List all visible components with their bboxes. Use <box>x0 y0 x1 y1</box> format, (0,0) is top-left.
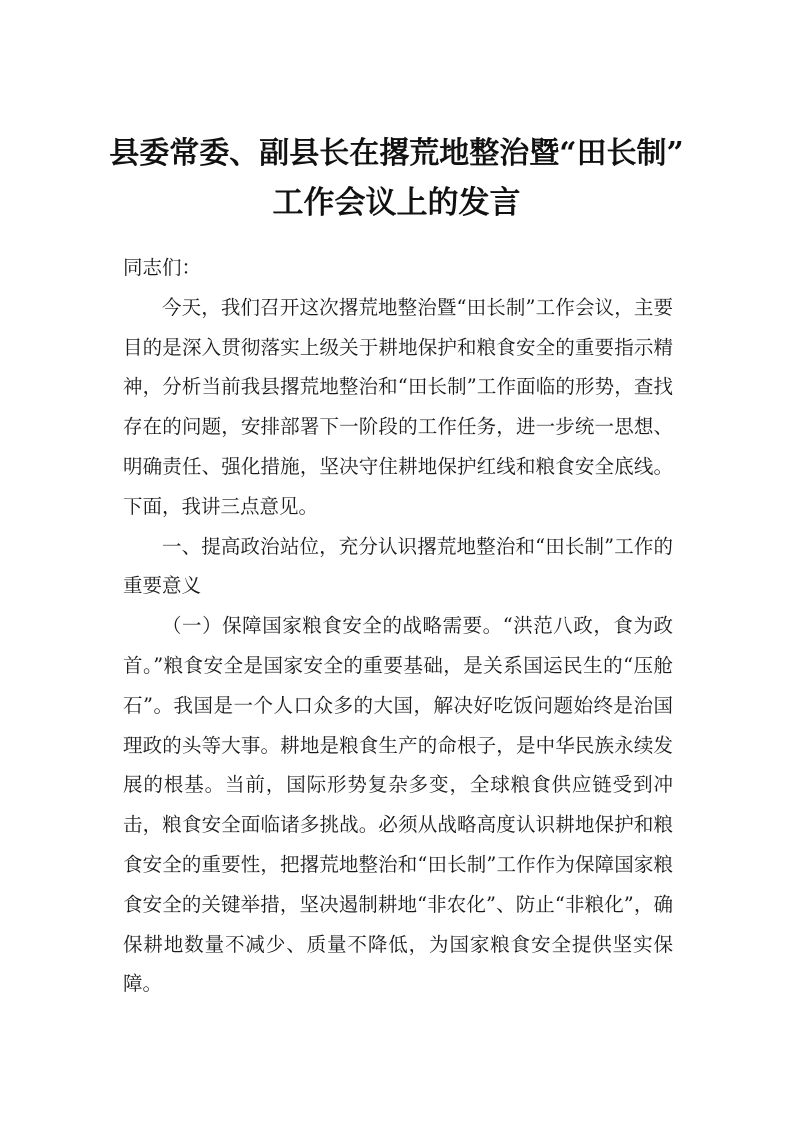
paragraph-intro: 今天，我们召开这次撂荒地整治暨“田长制”工作会议，主要目的是深入贯彻落实上级关于耕地保护和粮食安全的重要指示精神，分析当前我县撂荒地整治和“田长制”工作面临的形势，查找存在的问题，安排部署下一阶段的工作任务，进一步统一思想、明确责任、强化措施，坚决守住耕地保护红线和粮食安全底线。下面，我讲三点意见。 <box>123 295 673 518</box>
document-body <box>123 248 673 1004</box>
document-title-line-2: 工作会议上的发言 <box>272 185 521 221</box>
section-heading-1: 一、提高政治站位，充分认识撂荒地整治和“田长制”工作的重要意义 <box>123 534 673 598</box>
document-title-line-1: 县委常委、副县长在撂荒地整治暨“田长制” <box>109 136 684 171</box>
salutation: 同志们： <box>123 256 202 279</box>
paragraph-subsection-1: （一）保障国家粮食安全的战略需要。“洪范八政，食为政首。”粮食安全是国家安全的重要基础，是关系国运民生的“压舱石”。我国是一个人口众多的大国，解决好吃饭问题始终是治国理政的头等大事。耕地是粮食生产的命根子，是中华民族永续发展的根基。当前，国际形势复杂多变，全球粮食供应链受到冲击，粮食安全面临诸多挑战。必须从战略高度认识耕地保护和粮食安全的重要性，把撂荒地整治和“田长制”工作作为保障国家粮食安全的关键举措，坚决遏制耕地“非农化”、防止“非粮化”，确保耕地数量不减少、质量不降低，为国家粮食安全提供坚实保障。 <box>123 614 673 996</box>
